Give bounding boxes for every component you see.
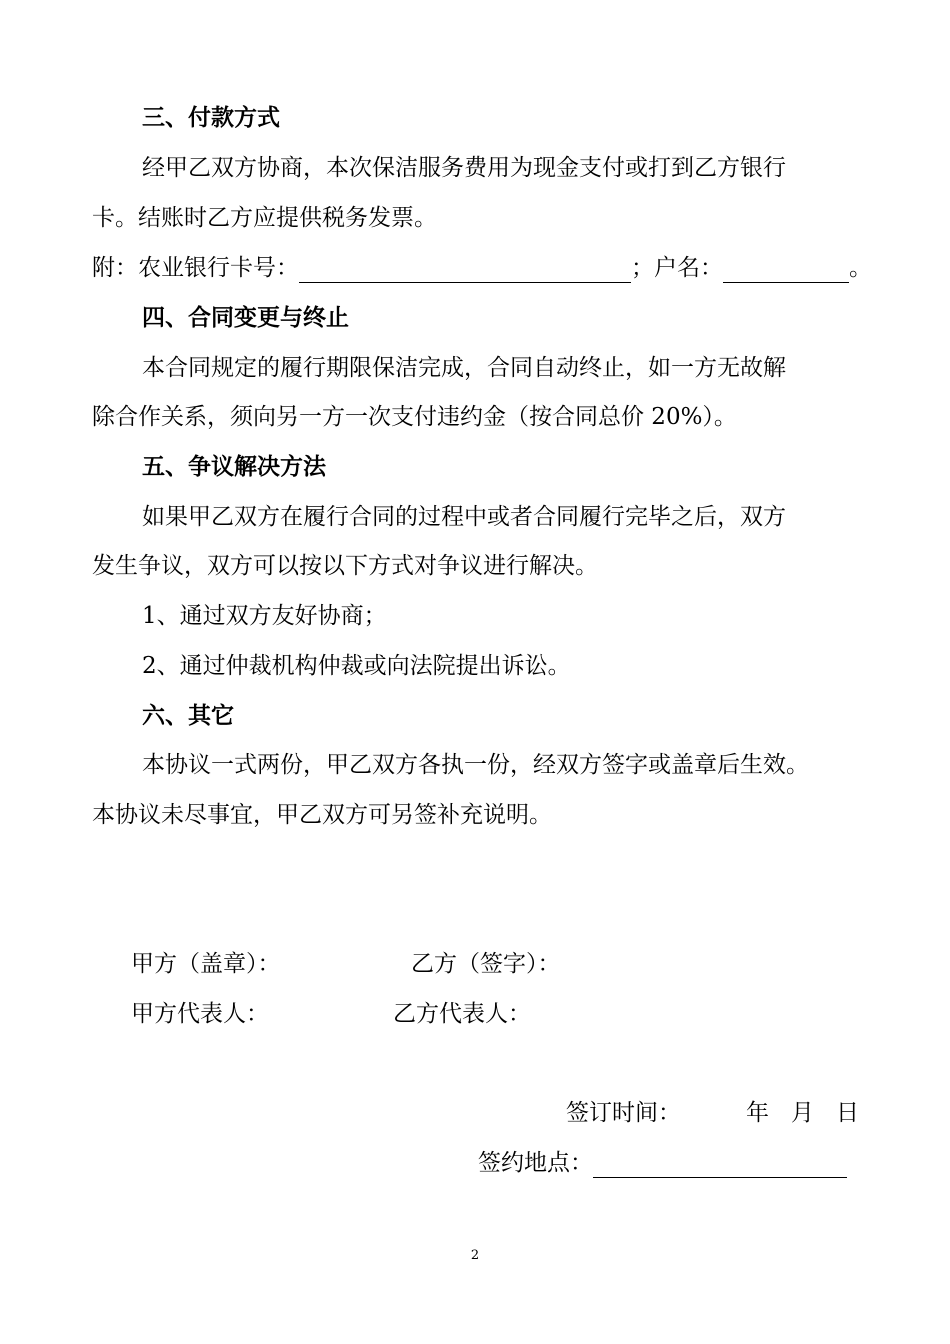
bank-card-blank [299,258,631,283]
sign-time-label: 签订时间： [566,1100,681,1126]
year-label: 年 [746,1100,769,1126]
sign-place-label: 签约地点： [478,1150,593,1176]
section-heading-payment: 三、付款方式 [142,105,280,131]
month-label: 月 [791,1100,814,1126]
list-item: 1、通过双方友好协商； [142,603,387,629]
party-b-sign-label: 乙方（签字）： [411,951,561,977]
section-heading-termination: 四、合同变更与终止 [142,305,349,331]
day-label: 日 [836,1100,859,1126]
sign-place-blank [593,1153,847,1178]
paragraph-line: 发生争议，双方可以按以下方式对争议进行解决。 [92,553,598,579]
paragraph-line: 卡。结账时乙方应提供税务发票。 [92,205,437,231]
bank-account-line [92,253,872,283]
party-a-rep-label: 甲方代表人： [131,1001,269,1027]
page-number: 2 [470,1248,480,1263]
paragraph-line: 经甲乙双方协商，本次保洁服务费用为现金支付或打到乙方银行 [142,155,786,181]
section-heading-dispute: 五、争议解决方法 [142,454,326,480]
account-name-blank [723,258,849,283]
paragraph-line: 本协议未尽事宜，甲乙双方可另签补充说明。 [92,802,552,828]
account-name-label: ；户名： [631,255,723,281]
party-b-rep-label: 乙方代表人： [393,1001,531,1027]
paragraph-line: 本协议一式两份，甲乙双方各执一份，经双方签字或盖章后生效。 [142,752,809,778]
sign-place-line [478,1148,847,1178]
end-mark: 。 [849,255,872,281]
section-heading-other: 六、其它 [142,703,234,729]
party-a-seal-label: 甲方（盖章）： [131,951,281,977]
paragraph-line: 本合同规定的履行期限保洁完成，合同自动终止，如一方无故解 [142,355,786,381]
bank-card-label: 附：农业银行卡号： [92,255,299,281]
paragraph-line: 除合作关系，须向另一方一次支付违约金（按合同总价 20%）。 [92,404,737,430]
paragraph-line: 如果甲乙双方在履行合同的过程中或者合同履行完毕之后，双方 [142,504,786,530]
list-item: 2、通过仲裁机构仲裁或向法院提出诉讼。 [142,653,571,679]
